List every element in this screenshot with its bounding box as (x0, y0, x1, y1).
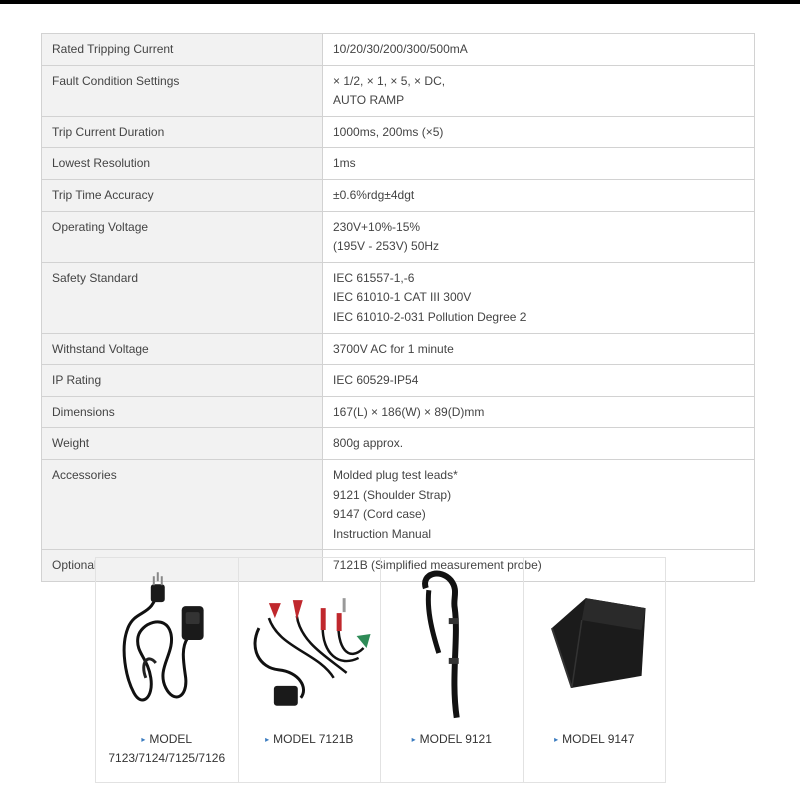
spec-value (323, 459, 755, 549)
spec-label: Operating Voltage (42, 211, 323, 262)
power-cord-icon (96, 558, 238, 723)
spec-row (42, 65, 755, 116)
spec-value (323, 211, 755, 262)
accessory-caption (381, 730, 523, 749)
spec-row (42, 148, 755, 180)
spec-row (42, 459, 755, 549)
spec-value (323, 333, 755, 365)
spec-value (323, 65, 755, 116)
spec-value-line: 800g approx. (333, 436, 404, 451)
accessory-card-cord-case[interactable] (524, 558, 666, 782)
spec-value (323, 365, 755, 397)
spec-label: Withstand Voltage (42, 333, 323, 365)
spec-row (42, 116, 755, 148)
top-border (0, 0, 800, 4)
accessory-card-shoulder-strap[interactable] (381, 558, 524, 782)
spec-label: Fault Condition Settings (42, 65, 323, 116)
accessory-caption-line: MODEL 9121 (419, 732, 492, 746)
spec-value-line: IEC 60529-IP54 (333, 373, 419, 388)
accessory-caption (524, 730, 666, 749)
spec-row (42, 179, 755, 211)
cord-case-icon (524, 558, 666, 723)
spec-value (323, 148, 755, 180)
spec-table-body (42, 34, 755, 582)
spec-value-line: IEC 61557-1,-6 (333, 270, 415, 285)
spec-label: Dimensions (42, 396, 323, 428)
bullet-icon: ▸ (265, 735, 270, 744)
spec-value-line: 7121B (Simplified measurement probe) (333, 558, 542, 573)
spec-row (42, 211, 755, 262)
spec-value-line: 9121 (Shoulder Strap) (333, 487, 452, 502)
spec-label: Lowest Resolution (42, 148, 323, 180)
spec-row (42, 396, 755, 428)
spec-value-line: AUTO RAMP (333, 93, 405, 108)
spec-value-line: 1ms (333, 156, 356, 171)
spec-value-line: 9147 (Cord case) (333, 507, 426, 522)
spec-value-line: IEC 61010-2-031 Pollution Degree 2 (333, 309, 527, 324)
spec-table (41, 33, 755, 582)
spec-row (42, 333, 755, 365)
spec-value-line: 230V+10%-15% (333, 219, 421, 234)
spec-label: Optional (42, 550, 323, 582)
spec-row (42, 365, 755, 397)
spec-row (42, 34, 755, 66)
spec-value-line: 10/20/30/200/300/500mA (333, 42, 468, 56)
spec-value-line: Instruction Manual (333, 526, 432, 541)
spec-value-line: (195V - 253V) 50Hz (333, 239, 440, 254)
spec-label: Accessories (42, 459, 323, 549)
spec-label: Trip Current Duration (42, 116, 323, 148)
bullet-icon: ▸ (411, 735, 416, 744)
spec-value (323, 396, 755, 428)
accessories-strip (95, 557, 666, 783)
spec-label: Rated Tripping Current (42, 34, 323, 66)
spec-value (323, 428, 755, 460)
spec-label: Weight (42, 428, 323, 460)
spec-value-line: ±0.6%rdg±4dgt (333, 187, 415, 202)
bullet-icon: ▸ (141, 735, 146, 744)
spec-value-line: 1000ms, 200ms (×5) (333, 124, 444, 139)
accessory-caption-line: MODEL 9147 (562, 732, 635, 746)
spec-value-line: 167(L) × 186(W) × 89(D)mm (333, 404, 485, 419)
shoulder-strap-icon (381, 558, 523, 723)
spec-value (323, 179, 755, 211)
bullet-icon: ▸ (554, 735, 559, 744)
accessory-caption-line: MODEL 7121B (273, 732, 354, 746)
spec-row (42, 428, 755, 460)
test-probe-leads-icon (239, 558, 381, 723)
spec-value (323, 34, 755, 66)
accessory-card-test-leads[interactable] (239, 558, 382, 782)
accessory-card-power-cord[interactable] (96, 558, 239, 782)
accessory-caption-line: 7123/7124/7125/7126 (108, 751, 226, 765)
spec-value-line: 3700V AC for 1 minute (333, 341, 454, 356)
spec-label: IP Rating (42, 365, 323, 397)
accessory-caption (239, 730, 381, 749)
spec-value-line: IEC 61010-1 CAT III 300V (333, 290, 472, 305)
accessory-caption-line: MODEL (149, 732, 193, 746)
accessory-caption (96, 730, 238, 768)
spec-label: Trip Time Accuracy (42, 179, 323, 211)
spec-row (42, 262, 755, 333)
spec-value (323, 262, 755, 333)
spec-value-line: × 1/2, × 1, × 5, × DC, (333, 73, 446, 88)
spec-value-line: Molded plug test leads* (333, 467, 458, 482)
spec-value (323, 116, 755, 148)
spec-label: Safety Standard (42, 262, 323, 333)
